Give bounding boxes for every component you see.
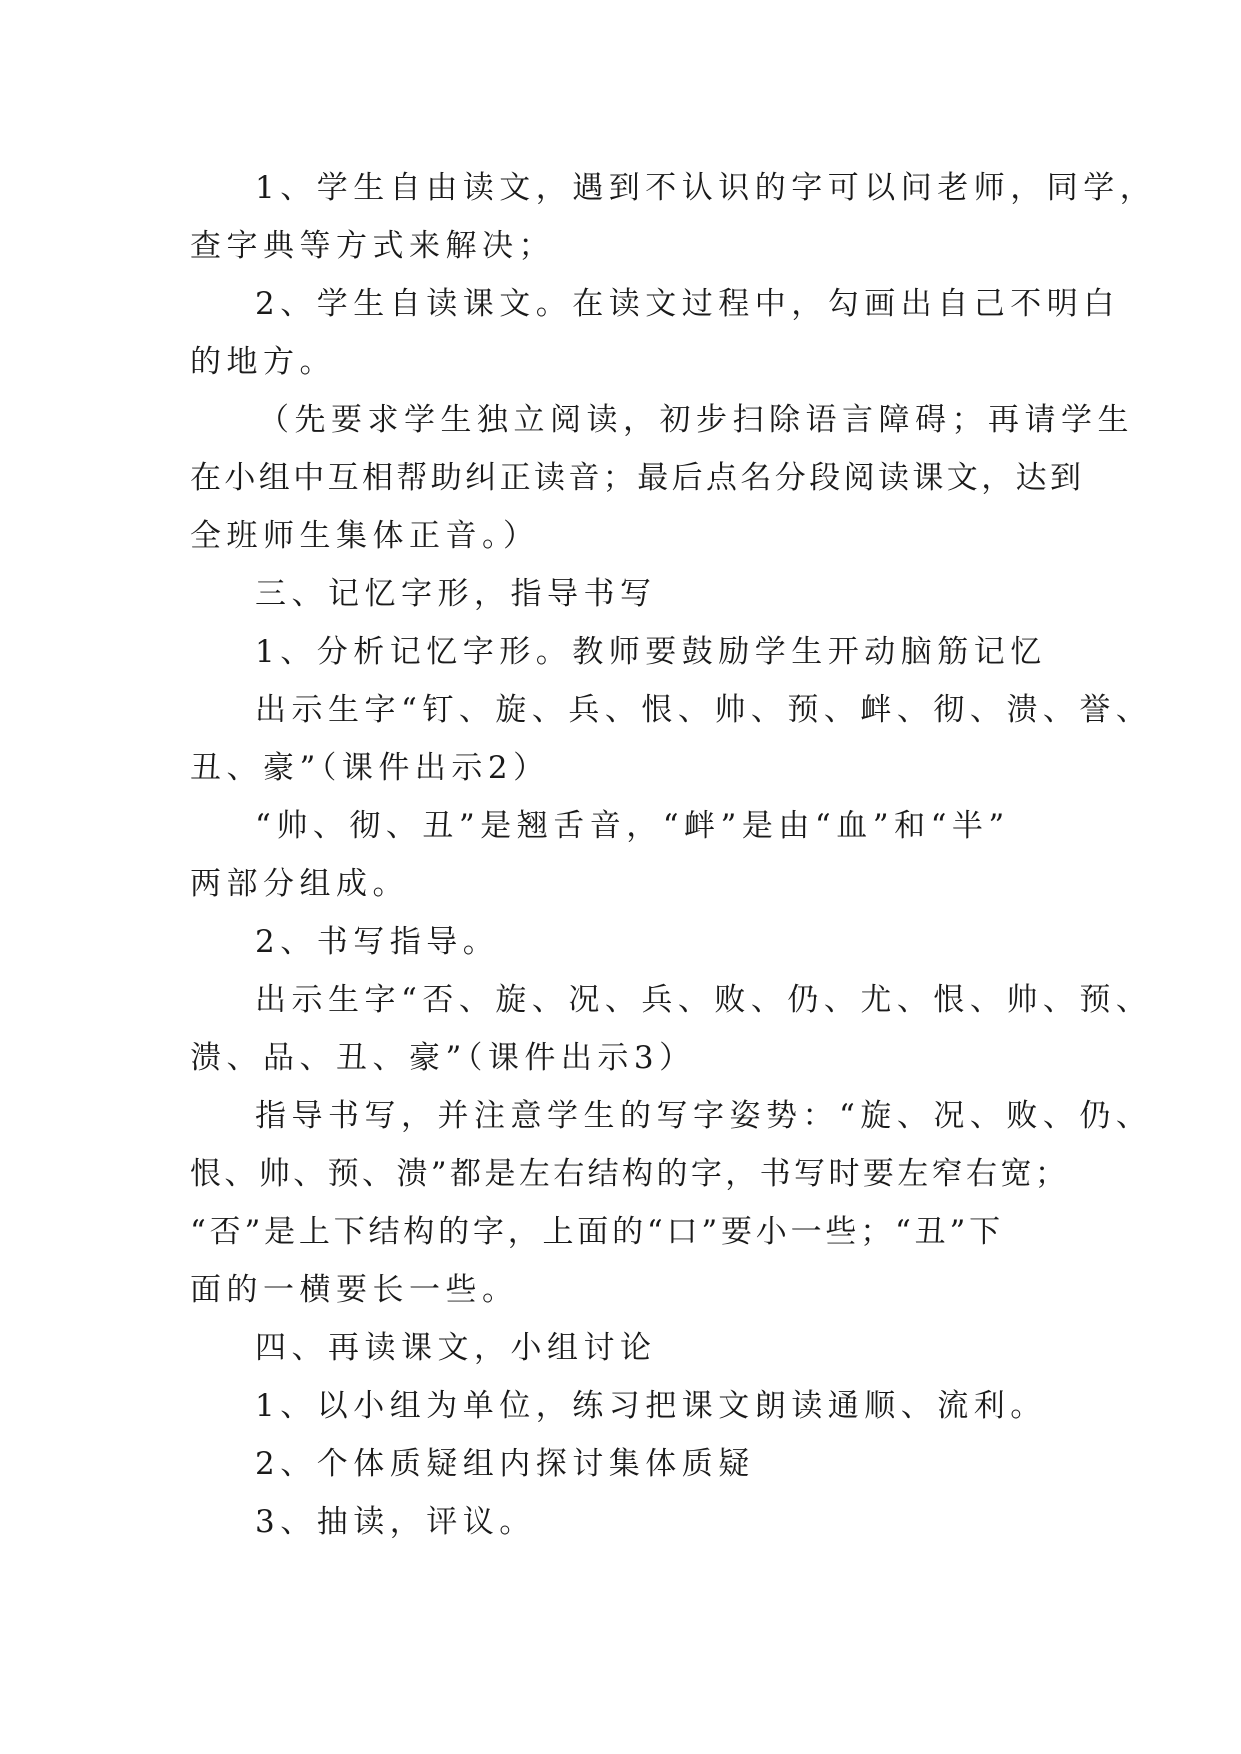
text-line-17: 指导书写，并注意学生的写字姿势：“旋、况、败、仍、 (255, 1098, 1153, 1134)
text-line-10: 出示生字“钉、旋、兵、恨、帅、预、衅、彻、溃、誉、 (255, 692, 1153, 728)
text-line-4: 的地方。 (190, 344, 336, 380)
text-line-14: 2、书写指导。 (255, 924, 500, 960)
text-line-23: 2、个体质疑组内探讨集体质疑 (255, 1446, 755, 1482)
text-line-16: 溃、品、丑、豪”（课件出示3） (190, 1040, 696, 1076)
text-line-6: 在小组中互相帮助纠正读音；最后点名分段阅读课文，达到 (190, 460, 1085, 496)
text-line-20: 面的一横要长一些。 (190, 1272, 519, 1308)
text-line-19: “否”是上下结构的字，上面的“口”要小一些；“丑”下 (190, 1214, 1004, 1250)
text-line-11: 丑、豪”（课件出示2） (190, 750, 550, 786)
text-line-1: 1、学生自由读文，遇到不认识的字可以问老师，同学， (255, 170, 1157, 206)
text-line-3: 2、学生自读课文。在读文过程中，勾画出自己不明白 (255, 286, 1120, 322)
text-line-24: 3、抽读，评议。 (255, 1504, 536, 1540)
section-heading-3: 三、记忆字形，指导书写 (255, 576, 657, 612)
text-line-7: 全班师生集体正音。） (190, 518, 540, 554)
text-line-15: 出示生字“否、旋、况、兵、败、仍、尤、恨、帅、预、 (255, 982, 1153, 1018)
text-line-13: 两部分组成。 (190, 866, 409, 902)
text-line-9: 1、分析记忆字形。教师要鼓励学生开动脑筋记忆 (255, 634, 1047, 670)
section-heading-4: 四、再读课文，小组讨论 (255, 1330, 657, 1366)
text-line-12: “帅、彻、丑”是翘舌音，“衅”是由“血”和“半” (255, 808, 1010, 844)
text-line-5: （先要求学生独立阅读，初步扫除语言障碍；再请学生 (258, 402, 1134, 438)
text-line-2: 查字典等方式来解决； (190, 228, 555, 264)
text-line-18: 恨、帅、预、溃”都是左右结构的字，书写时要左窄右宽； (190, 1156, 1070, 1192)
text-line-22: 1、以小组为单位，练习把课文朗读通顺、流利。 (255, 1388, 1047, 1424)
